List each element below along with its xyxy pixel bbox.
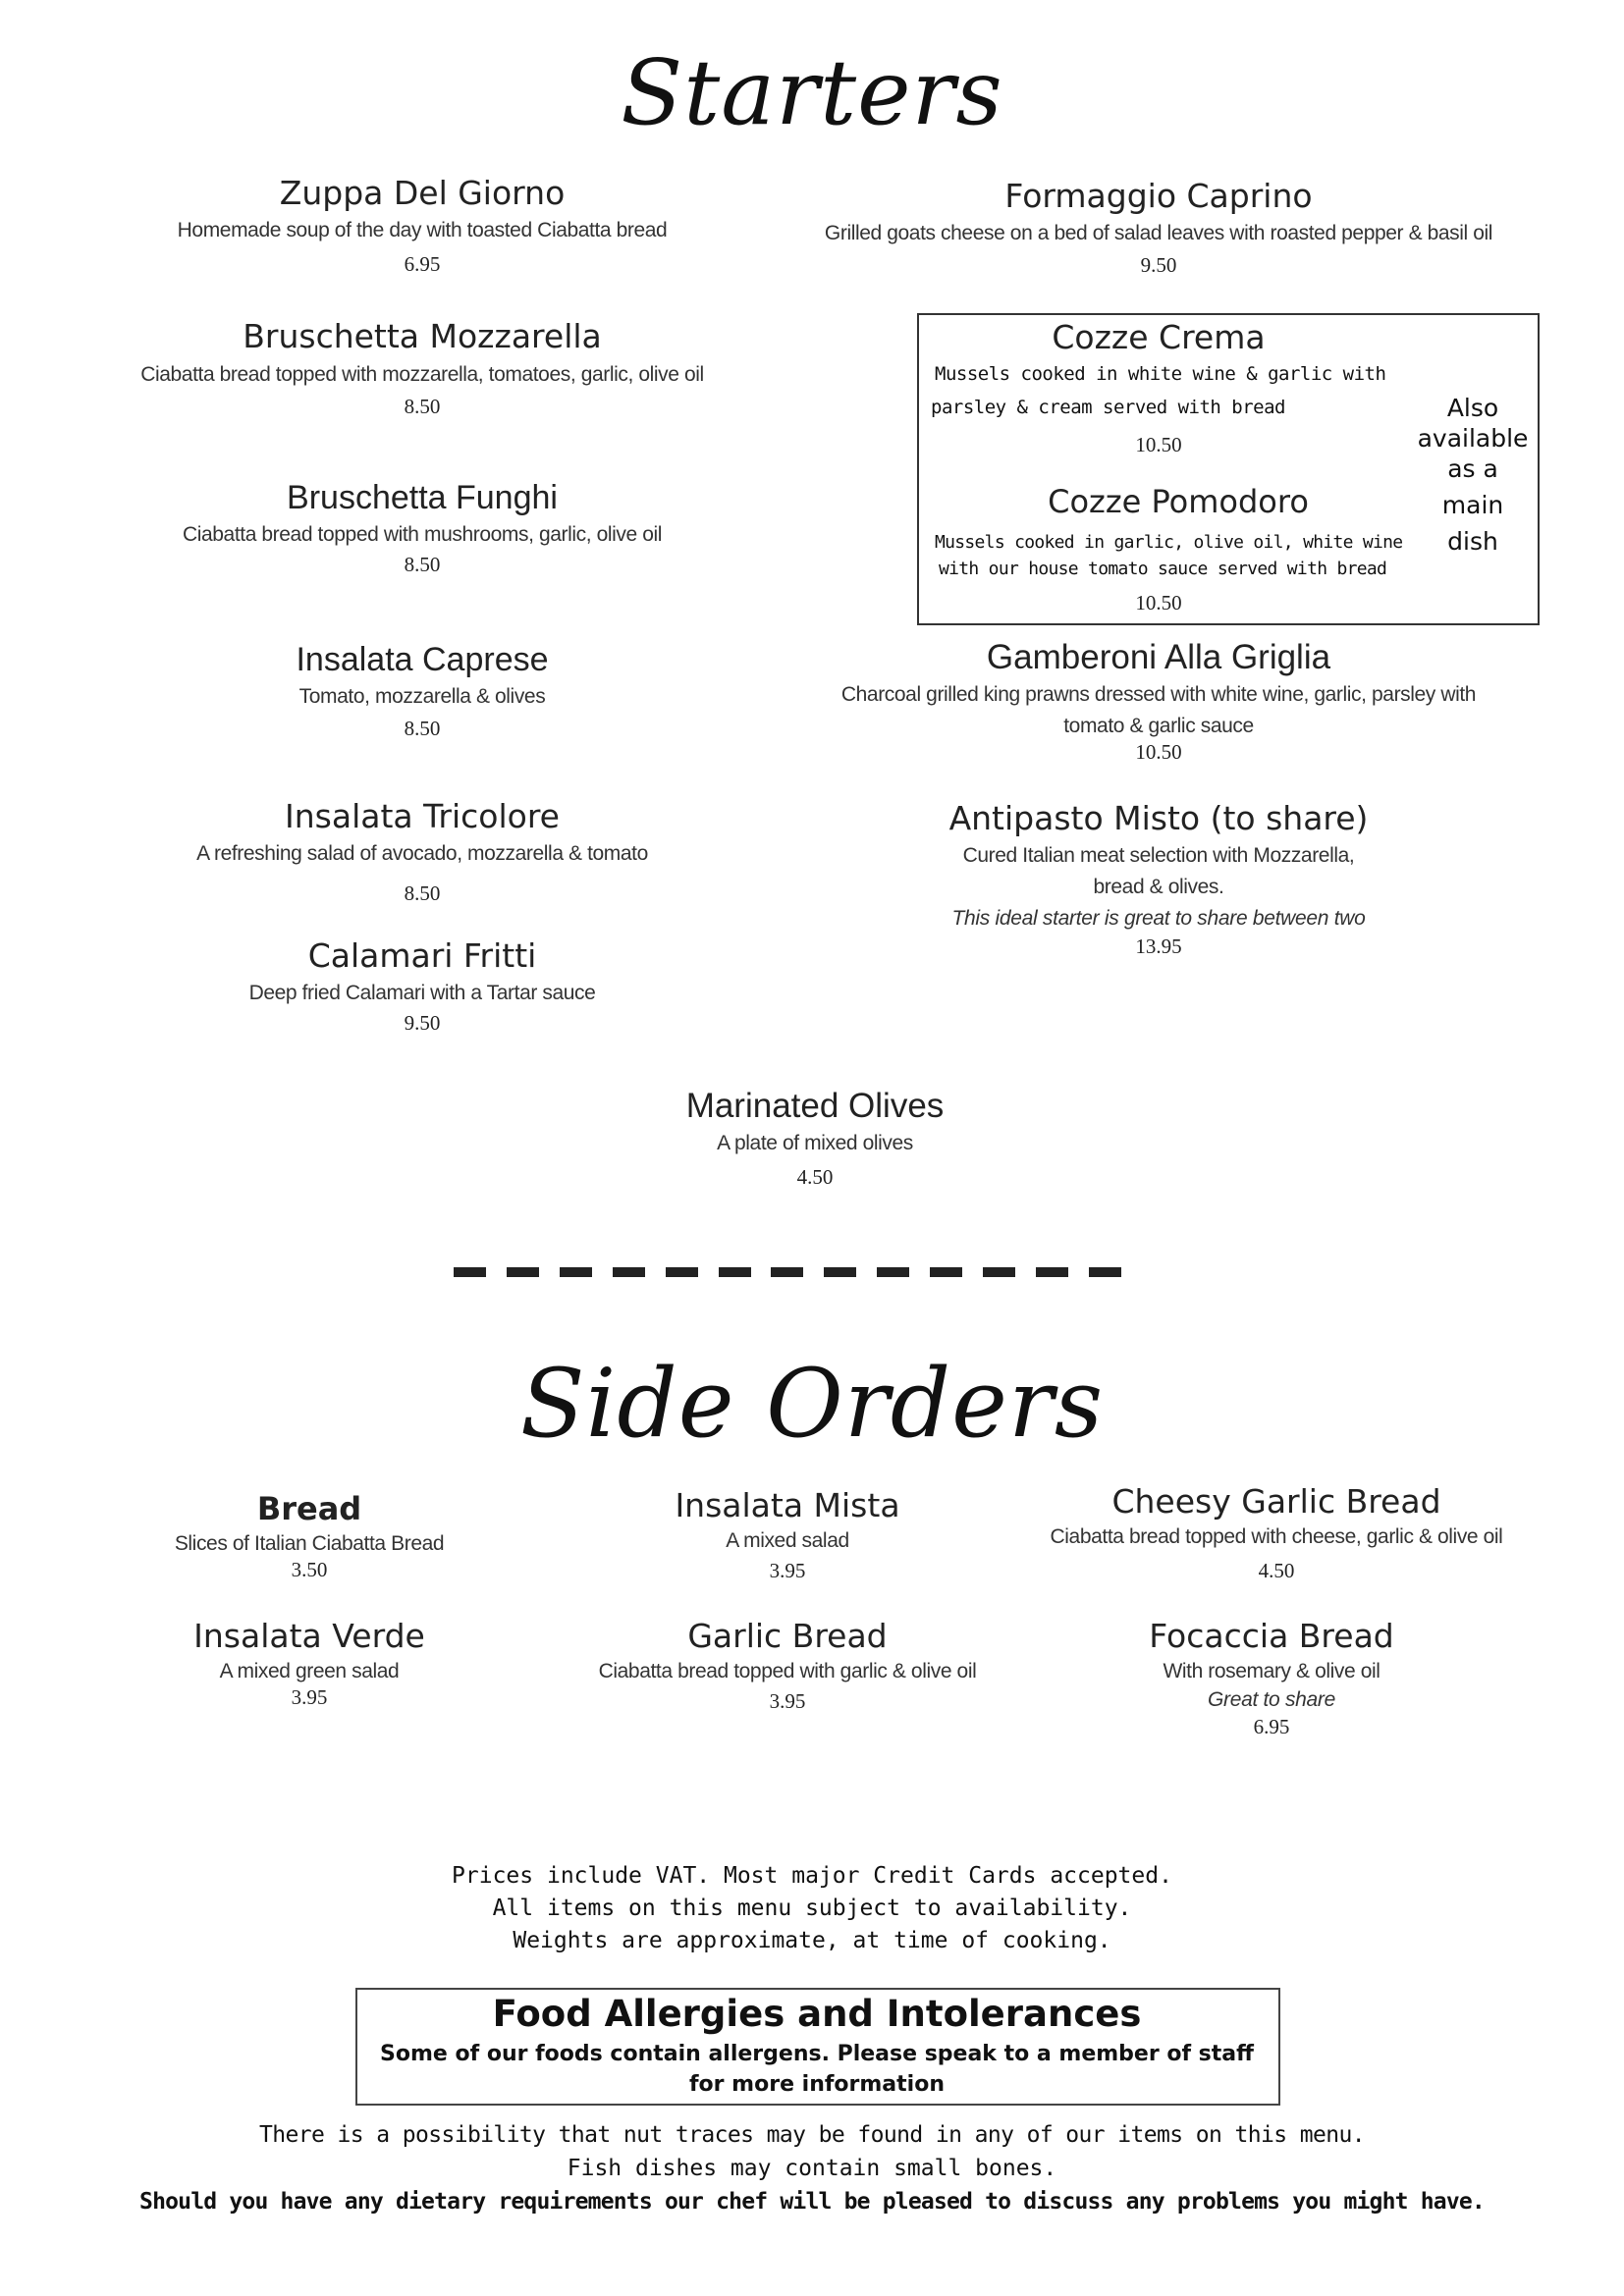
dish-desc: Charcoal grilled king prawns dressed with white wine, garlic, parsley with <box>840 683 1477 706</box>
dish-price: 10.50 <box>1135 740 1182 764</box>
dish-title: Antipasto Misto (to share) <box>948 799 1369 837</box>
divider-dash <box>613 1267 645 1277</box>
dish-title: Marinated Olives <box>685 1087 945 1125</box>
dish-title: Bruschetta Funghi <box>287 479 558 516</box>
divider-dash <box>560 1267 592 1277</box>
also-available-note <box>1414 393 1532 557</box>
dish-price: 3.50 <box>291 1558 328 1581</box>
side-cheesy-garlic-bread <box>1001 1480 1551 1583</box>
footer-line: Prices include VAT. Most major Credit Cards accepted. <box>452 1863 1172 1889</box>
dish-desc: A plate of mixed olives <box>717 1132 913 1154</box>
side-bread <box>113 1487 506 1582</box>
divider-dash <box>719 1267 751 1277</box>
divider-dash <box>507 1267 539 1277</box>
dish-gamberoni <box>805 636 1512 765</box>
note-line: as a <box>1447 454 1498 483</box>
divider-dash <box>877 1267 909 1277</box>
fish-warning: Fish dishes may contain small bones. <box>567 2156 1057 2181</box>
dish-cozze-crema <box>918 314 1399 361</box>
dish-note: This ideal starter is great to share between two <box>951 907 1366 930</box>
dish-marinated-olives <box>520 1085 1110 1190</box>
dish-desc: Ciabatta bread topped with mozzarella, tomatoes, garlic, olive oil <box>140 363 704 386</box>
divider-dash <box>1089 1267 1121 1277</box>
dish-zuppa <box>128 172 717 277</box>
side-insalata-verde <box>113 1615 506 1710</box>
note-line: available <box>1417 424 1529 453</box>
divider-dash <box>666 1267 698 1277</box>
dish-price: 4.50 <box>1258 1559 1295 1582</box>
dish-title: Cozze Pomodoro <box>1048 483 1309 520</box>
dish-price: 3.95 <box>769 1559 806 1582</box>
dish-desc: parsley & cream served with bread <box>931 397 1285 418</box>
dish-title: Focaccia Bread <box>1149 1617 1394 1655</box>
divider-dash <box>1036 1267 1068 1277</box>
dish-bruschetta-funghi <box>128 476 717 577</box>
dish-title: Cozze Crema <box>1052 318 1266 356</box>
allergy-text: Some of our foods contain allergens. Please speak to a member of staff <box>380 2042 1254 2066</box>
side-orders-heading: Side Orders <box>519 1349 1105 1459</box>
footer-disclaimer <box>125 2118 1499 2218</box>
dish-title: Gamberoni Alla Griglia <box>986 638 1331 676</box>
divider-dash <box>930 1267 962 1277</box>
dish-title: Calamari Fritti <box>307 936 537 975</box>
dish-title: Formaggio Caprino <box>1004 177 1313 215</box>
dish-title: Bruschetta Mozzarella <box>243 317 602 355</box>
dish-price: 13.95 <box>1135 934 1182 958</box>
dish-title: Zuppa Del Giorno <box>279 174 566 212</box>
dish-insalata-tricolore <box>128 795 717 906</box>
dish-price: 8.50 <box>404 717 441 740</box>
dish-cozze-pomodoro <box>918 480 1438 523</box>
dish-note: Great to share <box>1207 1688 1336 1711</box>
dish-calamari <box>128 934 717 1036</box>
dish-title: Insalata Verde <box>193 1617 425 1655</box>
dish-price: 4.50 <box>796 1165 834 1189</box>
divider-dash <box>771 1267 803 1277</box>
dish-desc: Ciabatta bread topped with cheese, garlic & olive oil <box>1050 1525 1503 1548</box>
dish-desc: A refreshing salad of avocado, mozzarella & tomato <box>196 842 648 865</box>
dish-desc: A mixed green salad <box>219 1660 400 1682</box>
dish-title: Insalata Caprese <box>296 641 549 678</box>
side-focaccia-bread <box>1075 1615 1468 1739</box>
dish-price: 6.95 <box>1253 1715 1290 1738</box>
dish-price: 9.50 <box>1140 253 1177 277</box>
dish-bruschetta-mozzarella <box>98 314 746 419</box>
dish-desc: tomato & garlic sauce <box>1063 715 1254 737</box>
dish-desc: Deep fried Calamari with a Tartar sauce <box>248 982 596 1004</box>
dish-title: Insalata Mista <box>675 1486 900 1524</box>
section-divider <box>454 1267 1121 1277</box>
dish-price: 10.50 <box>1135 433 1182 456</box>
dish-title: Insalata Tricolore <box>285 797 560 835</box>
starters-heading: Starters <box>621 40 1003 145</box>
side-garlic-bread <box>552 1615 1023 1714</box>
dish-price: 3.95 <box>291 1685 328 1709</box>
dish-price: 6.95 <box>404 252 441 276</box>
allergy-text: for more information <box>688 2072 945 2097</box>
allergy-notice <box>355 1990 1278 2100</box>
nut-warning: There is a possibility that nut traces may be found in any of our items on this menu. <box>258 2122 1365 2148</box>
allergy-title: Food Allergies and Intolerances <box>492 1993 1142 2035</box>
dish-antipasto <box>805 797 1512 959</box>
dish-title: Bread <box>256 1490 362 1527</box>
dish-price: 8.50 <box>404 881 441 905</box>
footer-line: Weights are approximate, at time of cooking. <box>513 1928 1111 1953</box>
note-line: Also <box>1446 394 1499 422</box>
dish-desc: Mussels cooked in white wine & garlic with <box>935 363 1386 385</box>
dish-desc: Slices of Italian Ciabatta Bread <box>174 1532 445 1555</box>
footer-line: All items on this menu subject to availability. <box>492 1896 1132 1921</box>
dish-desc: Ciabatta bread topped with garlic & olive oil <box>598 1660 977 1682</box>
dish-price: 8.50 <box>404 553 441 576</box>
dish-desc: A mixed salad <box>726 1529 849 1552</box>
dish-price: 3.95 <box>769 1689 806 1713</box>
dish-title: Cheesy Garlic Bread <box>1111 1482 1441 1521</box>
divider-dash <box>454 1267 486 1277</box>
dietary-note: Should you have any dietary requirements our chef will be pleased to discuss any problems you might have. <box>139 2189 1485 2215</box>
dish-title: Garlic Bread <box>687 1617 888 1655</box>
dish-price: 9.50 <box>404 1011 441 1035</box>
dish-price: 8.50 <box>404 395 441 418</box>
dish-desc: Cured Italian meat selection with Mozzarella, <box>962 844 1355 867</box>
note-line: main <box>1441 491 1504 519</box>
dish-insalata-caprese <box>128 638 717 741</box>
dish-desc: Homemade soup of the day with toasted Ciabatta bread <box>177 219 668 241</box>
dish-formaggio <box>805 175 1512 278</box>
dish-desc: Ciabatta bread topped with mushrooms, garlic, olive oil <box>182 523 663 546</box>
dish-desc: bread & olives. <box>1093 876 1224 898</box>
footer-notes <box>321 1860 1303 1957</box>
divider-dash <box>983 1267 1015 1277</box>
dish-desc: Mussels cooked in garlic, olive oil, white wine <box>935 532 1403 553</box>
side-insalata-mista <box>591 1484 984 1583</box>
dish-desc: Grilled goats cheese on a bed of salad leaves with roasted pepper & basil oil <box>824 222 1493 244</box>
dish-desc: Tomato, mozzarella & olives <box>298 685 546 708</box>
dish-desc: with our house tomato sauce served with bread <box>939 559 1387 579</box>
dish-desc: With rosemary & olive oil <box>1163 1660 1380 1682</box>
note-line: dish <box>1447 527 1498 556</box>
divider-dash <box>824 1267 856 1277</box>
dish-price: 10.50 <box>1135 591 1182 614</box>
